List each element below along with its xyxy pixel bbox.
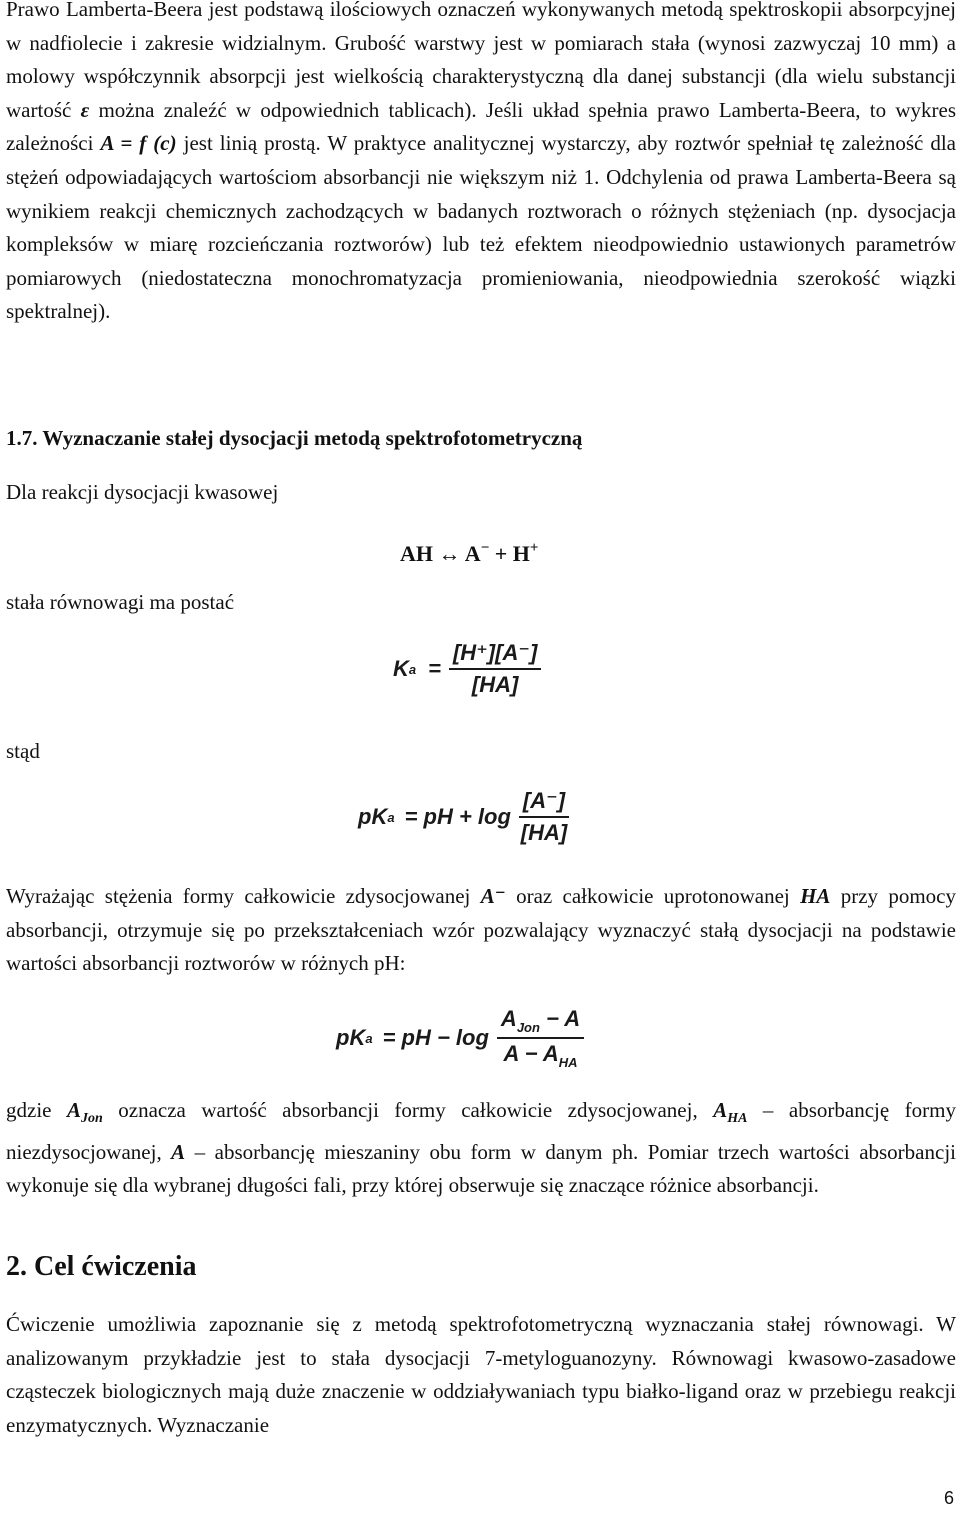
paragraph-text: przy pomocy absorbancji, otrzymuje się po przekształceniach wzór pozwalający wyznaczyć stałą dysocjacji na podstawie wartości absorbancji roztworów w różnych pH: xyxy=(6,884,956,976)
pka-rhs: = pH + log xyxy=(404,804,511,829)
pka-fraction xyxy=(519,788,569,846)
pka-rhs: = pH − log xyxy=(382,1025,489,1050)
reaction-plus: + xyxy=(494,541,508,566)
symbol-a-jon: A xyxy=(66,1098,81,1122)
epsilon-symbol: ε xyxy=(80,97,90,122)
paragraph-text: można znaleźć w odpowiednich tablicach). Jeśli układ spełnia prawo Lamberta-Beera, to wykres zależności xyxy=(6,97,957,156)
ha-subscript: HA xyxy=(727,1111,748,1126)
paragraph-definitions xyxy=(6,1094,956,1203)
pka-subscript: a xyxy=(387,809,395,825)
ka-denominator: [HA] xyxy=(471,672,519,697)
pka-denominator: [HA] xyxy=(520,820,568,845)
pka-symbol: pK xyxy=(336,1025,366,1050)
pka-symbol: pK xyxy=(358,804,388,829)
pka-numerator: [A⁻] xyxy=(519,788,569,818)
equilibrium-label: stała równowagi ma postać xyxy=(6,590,235,614)
denominator-text: A − A xyxy=(503,1041,559,1066)
paragraph-objective: Ćwiczenie umożliwia zapoznanie się z metodą spektrofotometryczną wyznaczania stałej równowagi. W analizowanym przykładzie jest to stała dysocjacji 7-metyloguanozyny. Równowagi kwasowo-zasadowe cząsteczek biologicznych mają duże znaczenie w oddziaływaniach typu białko-ligand oraz w przebiegu reakcji enzymatycznych. Wyznaczanie xyxy=(6,1312,956,1437)
paragraph-text: jest linią prostą. W praktyce analitycznej wystarczy, aby roztwór spełniał tę zależność dla stężeń odpowiadających wartościom absorbancji nie większym niż 1. Odchylenia od prawa Lamberta-Beera są wynikiem reakcji chemicznych zachodzących w badanych roztworach o różnych stężeniach (np. dysocjacja kompleksów w miarę rozcieńczania roztworów) lub też efektem nieodpowiednio ustawionych parametrów pomiarowych (niedostateczna monochromatyzacja promieniowania, nieodpowiednia szerokość wiązki spektralnej). xyxy=(6,131,957,324)
reaction-cation: H xyxy=(512,541,530,566)
section-heading-1-7: 1.7. Wyznaczanie stałej dysocjacji metodą spektrofotometryczną xyxy=(6,426,583,450)
jon-subscript: Jon xyxy=(516,1020,540,1035)
ha-subscript: HA xyxy=(558,1055,578,1070)
a-jon-symbol: A xyxy=(500,1006,517,1031)
paragraph-text: – absorbancję mieszaniny obu form w danym ph. Pomiar trzech wartości absorbancji wykonuje się dla wybranej długości fali, przy której obserwuje się znaczące różnice absorbancji. xyxy=(6,1139,956,1198)
jon-subscript: Jon xyxy=(80,1111,103,1126)
cation-charge: + xyxy=(529,540,539,556)
symbol-a-ha: A xyxy=(713,1098,728,1122)
paragraph-text: Prawo Lamberta-Beera jest podstawą ilościowych oznaczeń wykonywanych metodą spektroskopii absorpcyjnej w nadfiolecie i zakresie widzialnym. Grubość warstwy jest w pomiarach stała (wynosi zazwyczaj 10 mm) a molowy współczynnik absorpcji jest wielkością charakterystyczną dla danej substancji (dla wielu substancji wartość xyxy=(6,0,956,122)
symbol-a: A xyxy=(171,1139,186,1164)
paragraph-text: oraz całkowicie uprotonowanej xyxy=(505,884,801,908)
symbol-ha: HA xyxy=(800,884,831,908)
dissociation-reaction xyxy=(400,533,538,569)
reaction-acid: AH xyxy=(400,541,433,566)
paragraph-absorbance-method xyxy=(6,880,956,981)
equation-ka xyxy=(393,640,541,698)
section-heading-2: 2. Cel ćwiczenia xyxy=(6,1251,197,1282)
double-arrow-icon: ↔ xyxy=(438,541,461,566)
ka-symbol: K xyxy=(393,656,409,681)
symbol-a-minus: A⁻ xyxy=(480,884,506,908)
absorbance-denominator xyxy=(504,1039,578,1070)
reaction-anion: A xyxy=(464,541,481,566)
formula-a-equals-f-c: A = f (c) xyxy=(100,131,177,156)
equation-pka-log xyxy=(358,788,569,846)
paragraph-text: – absorbancję formy niezdysocjowanej, xyxy=(6,1098,956,1164)
pka-subscript: a xyxy=(365,1030,373,1046)
ka-numerator: [H⁺][A⁻] xyxy=(449,640,541,670)
paragraph-text: Wyrażając stężenia formy całkowicie zdysocjowanej xyxy=(6,884,481,908)
anion-charge: − xyxy=(480,540,490,556)
reaction-intro: Dla reakcji dysocjacji kwasowej xyxy=(6,480,279,504)
ka-fraction xyxy=(449,640,541,698)
numerator-rest: − A xyxy=(539,1006,581,1031)
equals-sign: = xyxy=(428,656,441,681)
paragraph-text: gdzie xyxy=(6,1098,67,1122)
ka-subscript: a xyxy=(408,661,417,677)
absorbance-fraction xyxy=(497,1006,584,1070)
paragraph-text: oznacza wartość absorbancji formy całkowicie zdysocjowanej, xyxy=(102,1098,714,1122)
equation-pka-absorbance xyxy=(336,1006,584,1070)
paragraph-lambert-beer xyxy=(6,0,956,329)
page-number: 6 xyxy=(943,1488,954,1508)
hence-label: stąd xyxy=(6,739,40,763)
absorbance-numerator xyxy=(497,1006,584,1039)
